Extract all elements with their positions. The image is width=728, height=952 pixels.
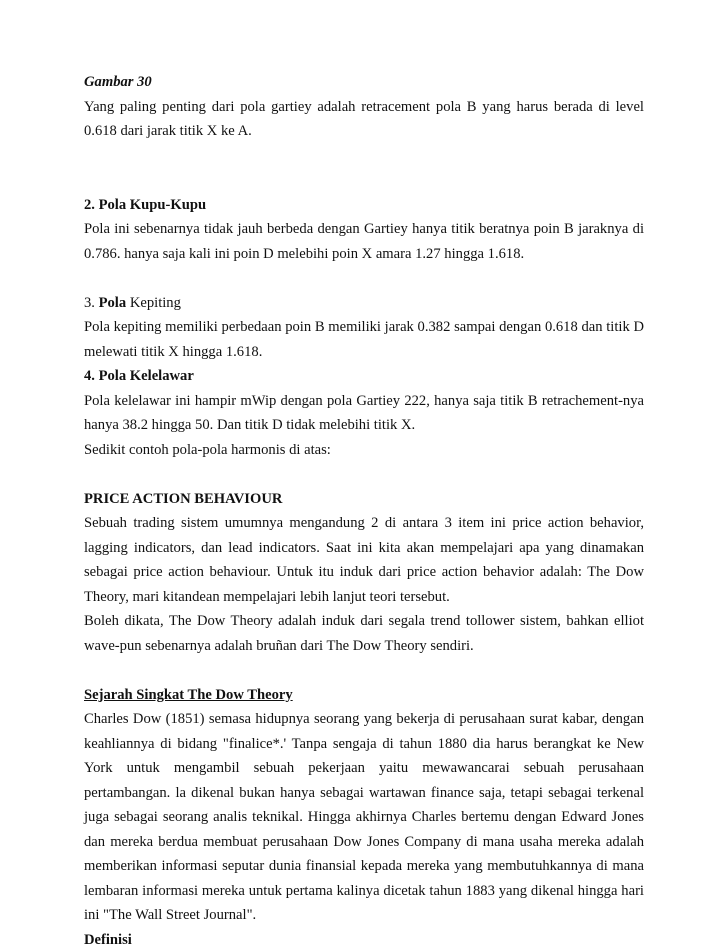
section-3-title — [84, 291, 644, 316]
section-2-text: Pola ini sebenarnya tidak jauh berbeda dengan Gartiey hanya titik beratnya poin B jaraknya di 0.786. hanya saja kali ini poin D melebihi poin X amara 1.27 hingga 1.618. — [84, 217, 644, 266]
figure-caption: Gambar 30 — [84, 70, 644, 95]
price-action-text-1: Sebuah trading sistem umumnya mengandung 2 di antara 3 item ini price action behavior, lagging indicators, dan lead indicators. Saat ini kita akan mempelajari apa yang dinamakan sebagai price action behaviour. Untuk itu induk dari price action behavior adalah: The Dow Theory, mari kitandean mempelajari lebih lanjut teori tersebut. — [84, 511, 644, 609]
figure-description: Yang paling penting dari pola gartiey adalah retracement pola B yang harus berada di level 0.618 dari jarak titik X ke A. — [84, 95, 644, 144]
price-action-title: PRICE ACTION BEHAVIOUR — [84, 487, 644, 512]
section-4-title: 4. Pola Kelelawar — [84, 364, 644, 389]
section-3-text: Pola kepiting memiliki perbedaan poin B memiliki jarak 0.382 sampai dengan 0.618 dan titik D melewati titik X hingga 1.618. — [84, 315, 644, 364]
section-3-rest: Kepiting — [126, 295, 181, 311]
section-3-number: 3. — [84, 295, 99, 311]
spacer — [84, 266, 644, 291]
section-2-title: 2. Pola Kupu-Kupu — [84, 193, 644, 218]
dow-history-title: Sejarah Singkat The Dow Theory — [84, 683, 644, 708]
spacer — [84, 462, 644, 487]
section-4-note: Sedikit contoh pola-pola harmonis di atas: — [84, 438, 644, 463]
price-action-text-2: Boleh dikata, The Dow Theory adalah induk dari segala trend tollower sistem, bahkan elliot wave-pun sebenarnya adalah bruñan dari The Dow Theory sendiri. — [84, 609, 644, 658]
spacer — [84, 168, 644, 193]
spacer — [84, 144, 644, 169]
dow-history-text: Charles Dow (1851) semasa hidupnya seorang yang bekerja di perusahaan surat kabar, dengan keahliannya di bidang "finalice*.' Tanpa sengaja di tahun 1880 dia harus berangkat ke New York untuk mengambil sebuah pekerjaan yaitu mewawancarai sebuah perusahaan pertambangan. la dikenal bukan hanya sebagai wartawan finance saja, tetapi sebagai terkenal juga sebagai seorang analis teknikal. Hingga akhirnya Charles bertemu dengan Edward Jones dan mereka berdua membuat perusahaan Dow Jones Company di mana usaha mereka adalah memberikan informasi seputar dunia finansial kepada mereka yang membutuhkannya di mana lembaran informasi mereka untuk pertama kalinya dicetak tahun 1883 yang dikenal hingga hari ini "The Wall Street Journal". — [84, 707, 644, 928]
section-3-bold-word: Pola — [99, 295, 127, 311]
section-4-text: Pola kelelawar ini hampir mWip dengan pola Gartiey 222, hanya saja titik B retrachement-nya hanya 38.2 hingga 50. Dan titik D tidak melebihi titik X. — [84, 389, 644, 438]
document-page — [84, 70, 644, 952]
spacer — [84, 658, 644, 683]
definition-title: Definisi — [84, 928, 644, 952]
